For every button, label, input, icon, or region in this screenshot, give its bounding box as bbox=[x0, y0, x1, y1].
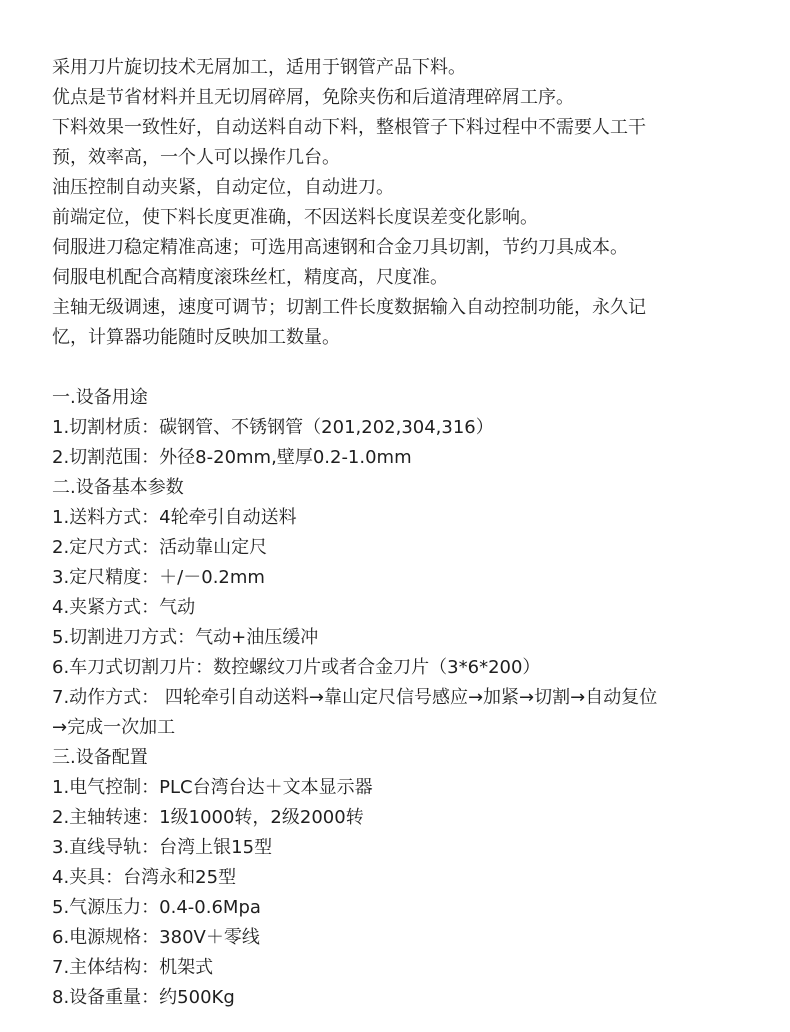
intro-line: 油压控制自动夹紧，自动定位，自动进刀。 bbox=[52, 177, 394, 198]
intro-line: 采用刀片旋切技术无屑加工，适用于钢管产品下料。 bbox=[52, 57, 466, 78]
spec-item: 7.动作方式： 四轮牵引自动送料→靠山定尺信号感应→加紧→切割→自动复位 bbox=[52, 687, 658, 708]
spec-item: →完成一次加工 bbox=[52, 717, 176, 738]
section-heading: 三.设备配置 bbox=[52, 747, 148, 768]
spec-item: 6.车刀式切割刀片：数控螺纹刀片或者合金刀片（3*6*200） bbox=[52, 657, 541, 678]
spec-item: 4.夹具：台湾永和25型 bbox=[52, 867, 237, 888]
spec-item: 5.气源压力：0.4-0.6Mpa bbox=[52, 897, 261, 918]
spec-item: 2.定尺方式：活动靠山定尺 bbox=[52, 537, 268, 558]
section-usage bbox=[52, 383, 772, 473]
spec-item: 6.电源规格：380V＋零线 bbox=[52, 927, 260, 948]
spec-item: 3.直线导轨：台湾上银15型 bbox=[52, 837, 273, 858]
spec-item: 5.切割进刀方式：气动+油压缓冲 bbox=[52, 627, 319, 648]
spec-item: 2.主轴转速：1级1000转，2级2000转 bbox=[52, 807, 364, 828]
section-heading: 一.设备用途 bbox=[52, 387, 148, 408]
intro-line: 主轴无级调速，速度可调节；切割工件长度数据输入自动控制功能，永久记 bbox=[52, 297, 646, 318]
spacer bbox=[52, 353, 772, 383]
intro-line: 伺服电机配合高精度滚珠丝杠，精度高，尺度准。 bbox=[52, 267, 448, 288]
spec-item: 1.电气控制：PLC台湾台达＋文本显示器 bbox=[52, 777, 373, 798]
section-basic-params bbox=[52, 473, 772, 743]
intro-line: 忆，计算器功能随时反映加工数量。 bbox=[52, 327, 340, 348]
intro-line: 预，效率高，一个人可以操作几台。 bbox=[52, 147, 340, 168]
section-heading: 二.设备基本参数 bbox=[52, 477, 184, 498]
spec-item: 3.定尺精度：＋/－0.2mm bbox=[52, 567, 265, 588]
spec-item: 1.送料方式：4轮牵引自动送料 bbox=[52, 507, 297, 528]
spec-document bbox=[52, 53, 772, 1013]
spec-item: 1.切割材质：碳钢管、不锈钢管（201,202,304,316） bbox=[52, 417, 494, 438]
spec-item: 8.设备重量：约500Kg bbox=[52, 987, 235, 1008]
intro-line: 优点是节省材料并且无切屑碎屑，免除夹伤和后道清理碎屑工序。 bbox=[52, 87, 574, 108]
spec-item: 7.主体结构：机架式 bbox=[52, 957, 214, 978]
spec-item: 2.切割范围：外径8-20mm,壁厚0.2-1.0mm bbox=[52, 447, 412, 468]
intro-line: 伺服进刀稳定精准高速；可选用高速钢和合金刀具切割，节约刀具成本。 bbox=[52, 237, 628, 258]
intro-paragraph bbox=[52, 53, 772, 353]
spec-item: 4.夹紧方式：气动 bbox=[52, 597, 196, 618]
intro-line: 下料效果一致性好，自动送料自动下料，整根管子下料过程中不需要人工干 bbox=[52, 117, 646, 138]
intro-line: 前端定位，使下料长度更准确，不因送料长度误差变化影响。 bbox=[52, 207, 538, 228]
section-configuration bbox=[52, 743, 772, 1013]
